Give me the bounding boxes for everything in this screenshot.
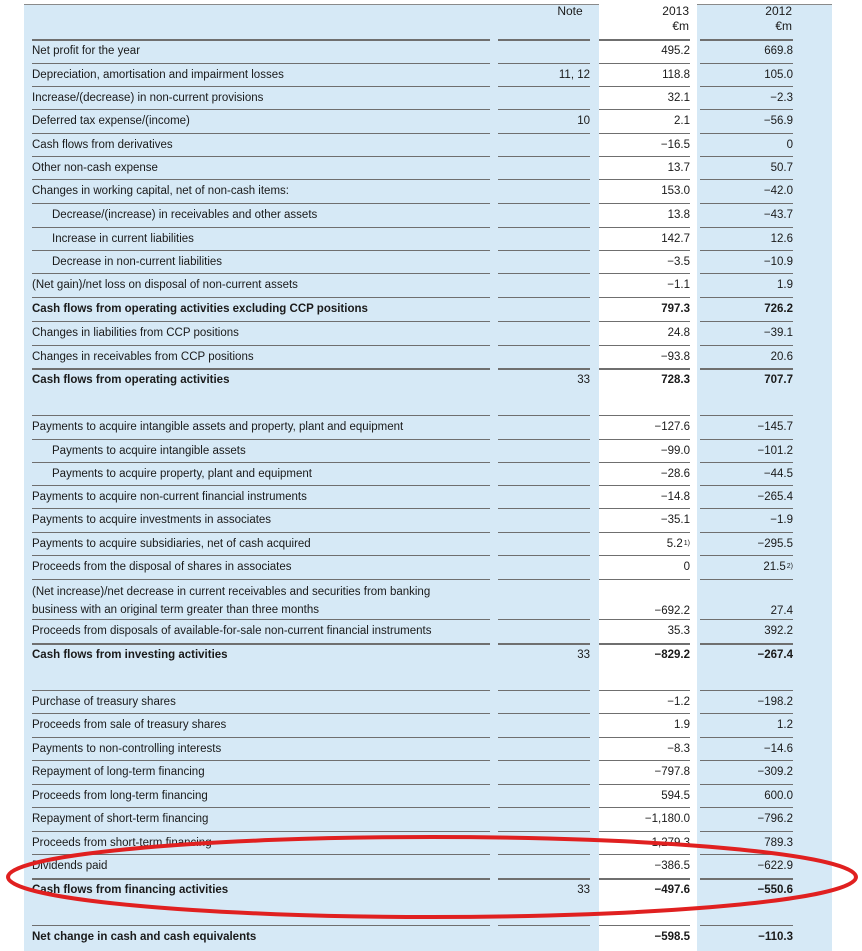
row-label: Payments to acquire property, plant and equipment (52, 468, 312, 480)
value-text: −14.6 (763, 743, 793, 755)
value-text: −42.0 (763, 185, 793, 197)
row-value-2012 (700, 855, 793, 877)
row-value-2012 (700, 761, 793, 783)
row-label: Proceeds from disposals of available-for-sale non-current financial instruments (32, 625, 432, 637)
value-text: −622.9 (757, 860, 793, 872)
value-text: −44.5 (763, 468, 793, 480)
row-note (498, 533, 590, 555)
row-value-2012 (700, 369, 793, 391)
row-value-2013: 5.2 1) (666, 538, 690, 550)
table-row (0, 40, 862, 62)
value-text: −10.9 (763, 256, 793, 268)
header-unit-2012: €m (775, 19, 792, 33)
row-note (498, 926, 590, 948)
row-value-2012 (700, 87, 793, 109)
value-text: −692.2 (654, 605, 690, 617)
value-text: −101.2 (757, 445, 793, 457)
row-value-2013 (599, 808, 690, 830)
table-row (0, 926, 862, 948)
row-label: Payments to acquire subsidiaries, net of cash acquired (32, 538, 311, 550)
table-row (0, 274, 862, 296)
row-value-2013 (599, 832, 690, 854)
header-year-2013: 2013 (662, 4, 689, 18)
value-text: 789.3 (764, 837, 793, 849)
value-text: −93.8 (660, 351, 690, 363)
row-value-2012 (700, 346, 793, 368)
row-value-2012 (700, 110, 793, 132)
row-value-2013 (599, 228, 690, 250)
value-text: 142.7 (661, 233, 690, 245)
value-text: −35.1 (660, 514, 690, 526)
row-note (498, 463, 590, 485)
row-value-2013 (599, 204, 690, 226)
value-text: −1.2 (667, 696, 690, 708)
row-note (498, 87, 590, 109)
row-value-2013 (599, 644, 690, 666)
value-text: 728.3 (661, 374, 690, 386)
row-label: Net change in cash and cash equivalents (32, 931, 257, 943)
row-value-2012 (700, 785, 793, 807)
value-text: 707.7 (764, 374, 793, 386)
row-value-2012 (700, 879, 793, 901)
value-text: −497.6 (654, 884, 690, 896)
row-value-2013 (599, 251, 690, 273)
row-note (498, 274, 590, 296)
row-value-2012 (700, 64, 793, 86)
row-value-2013 (599, 580, 690, 622)
row-label: Changes in receivables from CCP positions (32, 351, 254, 363)
value-text: 797.3 (661, 303, 690, 315)
table-row (0, 855, 862, 877)
row-label: Net profit for the year (32, 45, 141, 57)
row-value-2012 (700, 298, 793, 320)
row-note (498, 440, 590, 462)
row-value-2013 (599, 110, 690, 132)
value-text: 13.8 (667, 209, 690, 221)
row-label (32, 580, 488, 622)
header-unit-2013: €m (672, 19, 689, 33)
row-note: 33 (577, 374, 590, 386)
value-text: −550.6 (757, 884, 793, 896)
row-label: Changes in liabilities from CCP positions (32, 327, 239, 339)
row-label: Repayment of long-term financing (32, 766, 205, 778)
value-text: −309.2 (757, 766, 793, 778)
value-text: 0 (683, 561, 690, 573)
row-value-2013 (599, 785, 690, 807)
value-text: −267.4 (757, 649, 793, 661)
value-text: −99.0 (660, 445, 690, 457)
row-value-2012 (700, 322, 793, 344)
value-text: 669.8 (764, 45, 793, 57)
value-text: 32.1 (667, 92, 690, 104)
row-label: Decrease/(increase) in receivables and other assets (52, 209, 318, 221)
row-value-2012 (700, 509, 793, 531)
row-label-line-2: business with an original term greater than three months (32, 604, 320, 616)
value-text: −39.1 (763, 327, 793, 339)
table-row (0, 440, 862, 462)
value-text: −8.3 (667, 743, 690, 755)
row-value-2012 (700, 251, 793, 273)
row-value-2012 (700, 157, 793, 179)
table-row (0, 580, 862, 622)
value-text: 495.2 (661, 45, 690, 57)
row-value-2013 (599, 620, 690, 642)
row-value-2012 (700, 808, 793, 830)
value-text: 0 (786, 139, 793, 151)
row-note (498, 620, 590, 642)
table-row (0, 87, 862, 109)
row-note (498, 556, 590, 578)
row-note (498, 416, 590, 438)
row-value-2012 (700, 714, 793, 736)
table-row (0, 157, 862, 179)
value-text: 5.2 (666, 538, 683, 550)
row-label: Proceeds from long-term financing (32, 790, 208, 802)
value-text: −3.5 (667, 256, 690, 268)
table-row (0, 761, 862, 783)
row-value-2013 (599, 691, 690, 713)
row-value-2012 (700, 620, 793, 642)
table-row (0, 644, 862, 666)
row-label: Proceeds from the disposal of shares in associates (32, 561, 292, 573)
row-note (498, 714, 590, 736)
value-text: 105.0 (764, 69, 793, 81)
row-label: Payments to non-controlling interests (32, 743, 222, 755)
table-row (0, 463, 862, 485)
row-value-2013 (599, 855, 690, 877)
row-value-2013 (599, 509, 690, 531)
row-value-2013 (599, 440, 690, 462)
table-row (0, 486, 862, 508)
row-label: Cash flows from operating activities (32, 374, 230, 386)
row-label: Repayment of short-term financing (32, 813, 209, 825)
row-value-2013 (599, 180, 690, 202)
value-text: −110.3 (758, 931, 793, 943)
value-text: 118.8 (662, 69, 690, 81)
row-value-2012 (700, 440, 793, 462)
row-value-2013 (599, 879, 690, 901)
row-note (498, 251, 590, 273)
row-note (498, 134, 590, 156)
row-value-2013 (599, 761, 690, 783)
row-value-2012 (700, 486, 793, 508)
row-label: Payments to acquire intangible assets (52, 445, 246, 457)
value-text: 1,279.3 (651, 837, 690, 849)
row-label: Changes in working capital, net of non-cash items: (32, 185, 289, 197)
row-value-2013 (599, 714, 690, 736)
row-label: Decrease in non-current liabilities (52, 256, 223, 268)
row-label: Proceeds from short-term financing (32, 837, 212, 849)
value-text: −386.5 (654, 860, 690, 872)
row-value-2013 (599, 346, 690, 368)
row-note (498, 855, 590, 877)
row-note (498, 761, 590, 783)
value-text: 153.0 (661, 185, 690, 197)
row-value-2012 (700, 274, 793, 296)
row-note (498, 509, 590, 531)
row-note (498, 486, 590, 508)
row-value-2013 (599, 486, 690, 508)
value-text: 27.4 (770, 605, 793, 617)
value-text: −16.5 (660, 139, 690, 151)
value-text: −1.9 (770, 514, 793, 526)
value-text: 13.7 (667, 162, 690, 174)
row-value-2013 (599, 926, 690, 948)
table-row (0, 620, 862, 642)
table-row (0, 714, 862, 736)
row-note: 10 (577, 115, 590, 127)
table-row (0, 134, 862, 156)
row-note (498, 228, 590, 250)
table-row (0, 322, 862, 344)
row-note (498, 691, 590, 713)
table-row (0, 64, 862, 86)
row-value-2013 (599, 369, 690, 391)
row-note (498, 40, 590, 62)
row-note: 11, 12 (558, 69, 590, 81)
row-label: Cash flows from derivatives (32, 139, 173, 151)
row-value-2013 (599, 463, 690, 485)
table-row (0, 691, 862, 713)
value-text: 1.9 (777, 279, 793, 291)
row-label: Payments to acquire investments in associates (32, 514, 272, 526)
row-note (498, 580, 590, 622)
value-text: 2.1 (674, 115, 690, 127)
value-text: 1.2 (777, 719, 793, 731)
row-label-line-1: (Net increase)/net decrease in current receivables and securities from banking (32, 586, 431, 598)
row-value-2012 (700, 228, 793, 250)
value-text: −43.7 (763, 209, 793, 221)
row-value-2013 (599, 416, 690, 438)
row-note (498, 832, 590, 854)
row-label: Payments to acquire intangible assets and property, plant and equipment (32, 421, 404, 433)
row-note: 33 (577, 884, 590, 896)
header-note: Note (557, 4, 583, 18)
row-value-2013 (599, 556, 690, 578)
value-text: −28.6 (660, 468, 690, 480)
row-value-2012 (700, 644, 793, 666)
row-value-2013 (599, 40, 690, 62)
row-value-2012 (700, 204, 793, 226)
value-text: 21.5 (763, 561, 786, 573)
value-text: 24.8 (667, 327, 690, 339)
value-text: 1.9 (674, 719, 690, 731)
row-value-2012 (700, 926, 793, 948)
value-text: 12.6 (770, 233, 793, 245)
table-row (0, 180, 862, 202)
value-text: −295.5 (757, 538, 793, 550)
value-text: −1,180.0 (644, 813, 690, 825)
table-row (0, 416, 862, 438)
table-row (0, 298, 862, 320)
row-note (498, 157, 590, 179)
table-row (0, 110, 862, 132)
row-label: Depreciation, amortisation and impairment losses (32, 69, 284, 81)
row-label: Cash flows from operating activities excluding CCP positions (32, 303, 368, 315)
table-row (0, 251, 862, 273)
value-text: 594.5 (661, 790, 690, 802)
row-value-2012 (700, 533, 793, 555)
value-text: −265.4 (757, 491, 793, 503)
table-row (0, 204, 862, 226)
row-value-2013 (599, 134, 690, 156)
row-value-2013 (599, 322, 690, 344)
table-row (0, 738, 862, 760)
row-value-2012 (700, 463, 793, 485)
row-value-2013 (599, 298, 690, 320)
value-text: −796.2 (757, 813, 793, 825)
row-note (498, 808, 590, 830)
row-value-2012 (700, 691, 793, 713)
value-text: −797.8 (654, 766, 690, 778)
value-text: −829.2 (654, 649, 690, 661)
row-note (498, 346, 590, 368)
table-row (0, 556, 862, 578)
row-value-2013 (599, 87, 690, 109)
header-year-2012: 2012 (765, 4, 792, 18)
table-row (0, 369, 862, 391)
row-value-2013 (599, 274, 690, 296)
value-text: 35.3 (667, 625, 690, 637)
value-text: −56.9 (763, 115, 793, 127)
row-value-2012 (700, 416, 793, 438)
value-text: 600.0 (764, 790, 793, 802)
value-text: −145.7 (757, 421, 793, 433)
value-text: −14.8 (660, 491, 690, 503)
row-note (498, 204, 590, 226)
row-label: Cash flows from financing activities (32, 884, 229, 896)
value-text: 392.2 (764, 625, 793, 637)
row-label: Purchase of treasury shares (32, 696, 176, 708)
table-row (0, 808, 862, 830)
table-row (0, 832, 862, 854)
value-text: 20.6 (770, 351, 793, 363)
row-label: Dividends paid (32, 860, 108, 872)
table-row (0, 346, 862, 368)
row-value-2012 (700, 580, 793, 622)
row-label: Cash flows from investing activities (32, 649, 228, 661)
row-note (498, 785, 590, 807)
value-text: −198.2 (757, 696, 793, 708)
table-row (0, 533, 862, 555)
row-value-2012: 21.5 2) (763, 561, 793, 573)
value-text: 50.7 (770, 162, 793, 174)
row-label: Other non-cash expense (32, 162, 158, 174)
table-row (0, 785, 862, 807)
row-note (498, 298, 590, 320)
row-label: Deferred tax expense/(income) (32, 115, 190, 127)
table-row (0, 228, 862, 250)
row-note (498, 322, 590, 344)
row-value-2013 (599, 157, 690, 179)
value-text: −1.1 (667, 279, 690, 291)
value-text: −127.6 (654, 421, 690, 433)
table-row (0, 509, 862, 531)
row-value-2012 (700, 180, 793, 202)
row-value-2012 (700, 134, 793, 156)
row-value-2012 (700, 738, 793, 760)
row-value-2013 (599, 64, 690, 86)
value-text: −2.3 (770, 92, 793, 104)
row-value-2012 (700, 40, 793, 62)
row-label: Increase in current liabilities (52, 233, 194, 245)
value-text: 726.2 (764, 303, 793, 315)
row-label: Proceeds from sale of treasury shares (32, 719, 227, 731)
row-label: Increase/(decrease) in non-current provisions (32, 92, 264, 104)
row-label: (Net gain)/net loss on disposal of non-current assets (32, 279, 298, 291)
row-note (498, 180, 590, 202)
value-text: −598.5 (654, 931, 690, 943)
table-row (0, 879, 862, 901)
row-value-2013 (599, 738, 690, 760)
row-note (498, 738, 590, 760)
row-value-2012 (700, 832, 793, 854)
row-label: Payments to acquire non-current financial instruments (32, 491, 307, 503)
row-note: 33 (577, 649, 590, 661)
